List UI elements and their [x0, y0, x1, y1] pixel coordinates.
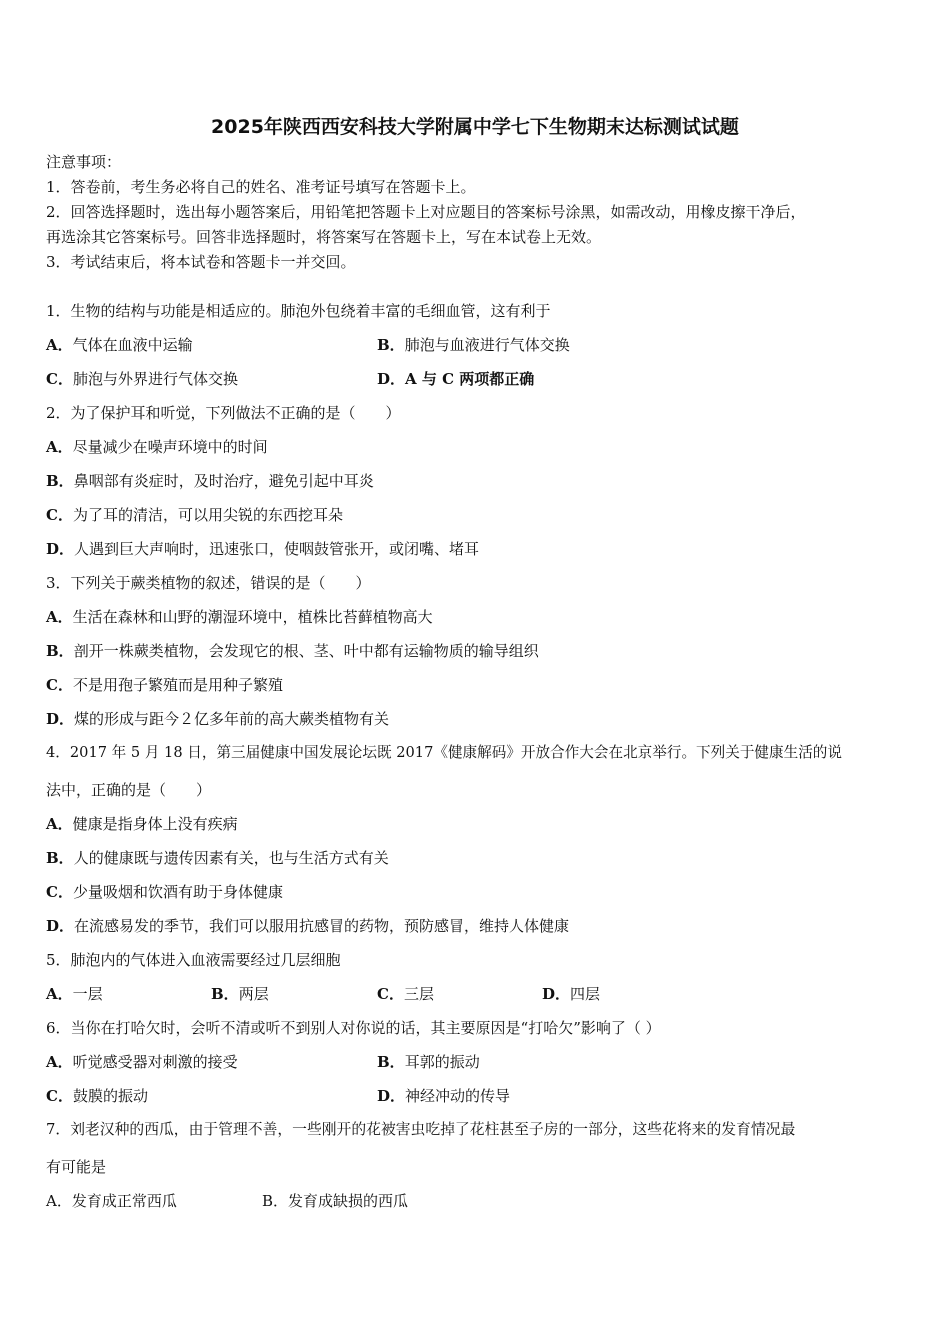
- option-label: C．: [46, 506, 73, 524]
- option-label: C．: [46, 676, 73, 694]
- question-stem: 4．2017 年 5 月 18 日，第三届健康中国发展论坛既 2017《健康解码》开放合作大会在北京举行。下列关于健康生活的说: [46, 744, 842, 761]
- option-label: B．: [377, 1053, 405, 1071]
- option-d: [377, 1086, 510, 1106]
- option-c: [377, 984, 434, 1004]
- option-b: [46, 471, 374, 491]
- option-text: 人的健康既与遗传因素有关，也与生活方式有关: [73, 849, 389, 867]
- option-text: 尽量减少在噪声环境中的时间: [72, 438, 268, 456]
- option-label: D．: [46, 917, 75, 935]
- option-text: 生活在森林和山野的潮湿环境中，植株比苔藓植物高大: [72, 608, 433, 626]
- option-label: A．: [46, 336, 73, 354]
- option-b: [211, 984, 269, 1004]
- question-stem: 7．刘老汉种的西瓜，由于管理不善，一些刚开的花被害虫吃掉了花柱甚至子房的一部分，这些花将来的发育情况最: [46, 1121, 796, 1138]
- option-text: 少量吸烟和饮酒有助于身体健康: [72, 883, 283, 901]
- option-text: 煤的形成与距今２亿多年前的高大蕨类植物有关: [74, 710, 390, 728]
- option-text: 肺泡与血液进行气体交换: [404, 336, 570, 354]
- option-label: A．: [46, 815, 73, 833]
- notice-item: 1．答卷前，考生务必将自己的姓名、准考证号填写在答题卡上。: [46, 178, 476, 196]
- question-stem: 6．当你在打哈欠时，会听不清或听不到别人对你说的话，其主要原因是“打哈欠”影响了（ ）: [46, 1019, 661, 1037]
- option-a: [46, 335, 193, 355]
- question-stem: 1．生物的结构与功能是相适应的。肺泡外包绕着丰富的毛细血管，这有利于: [46, 302, 551, 320]
- option-text: 人遇到巨大声响时，迅速张口，使咽鼓管张开，或闭嘴、堵耳: [74, 540, 480, 558]
- option-text: 耳郭的振动: [404, 1053, 480, 1071]
- option-label: A．: [46, 1192, 72, 1210]
- option-text: 健康是指身体上没有疾病: [72, 815, 238, 833]
- option-label: C．: [377, 985, 404, 1003]
- option-label: B．: [262, 1192, 289, 1210]
- option-label: D．: [377, 1087, 406, 1105]
- option-label: B．: [46, 849, 74, 867]
- question-stem-continued: 法中，正确的是（ ）: [46, 781, 212, 799]
- option-text: A 与 C 两项都正确: [405, 370, 535, 388]
- option-text: 神经冲动的传导: [405, 1087, 511, 1105]
- option-label: C．: [46, 370, 73, 388]
- option-label: B．: [46, 472, 74, 490]
- option-label: C．: [46, 1087, 73, 1105]
- option-text: 两层: [238, 985, 269, 1003]
- option-label: A．: [46, 608, 73, 626]
- option-a: [46, 437, 268, 457]
- option-label: C．: [46, 883, 73, 901]
- option-d: [542, 984, 600, 1004]
- option-d: [46, 539, 479, 559]
- option-label: D．: [46, 710, 75, 728]
- option-label: D．: [46, 540, 75, 558]
- option-label: D．: [377, 370, 406, 388]
- question-stem-continued: 有可能是: [46, 1158, 107, 1176]
- notice-item: 3．考试结束后，将本试卷和答题卡一并交回。: [46, 253, 356, 271]
- option-a: [46, 984, 103, 1004]
- option-label: A．: [46, 438, 73, 456]
- option-b: [46, 848, 389, 868]
- option-text: 不是用孢子繁殖而是用种子繁殖: [72, 676, 283, 694]
- option-text: 鼓膜的振动: [72, 1087, 148, 1105]
- option-a: [46, 607, 433, 627]
- option-b: [262, 1191, 408, 1211]
- page-title: 2025年陕西西安科技大学附属中学七下生物期末达标测试试题: [211, 116, 739, 138]
- option-b: [377, 335, 570, 355]
- option-text: 肺泡与外界进行气体交换: [72, 370, 238, 388]
- option-d: [46, 709, 389, 729]
- option-label: B．: [211, 985, 239, 1003]
- option-text: 发育成正常西瓜: [71, 1192, 177, 1210]
- notice-item: 再选涂其它答案标号。回答非选择题时，将答案写在答题卡上，写在本试卷上无效。: [46, 228, 602, 246]
- question-stem: 3．下列关于蕨类植物的叙述，错误的是（ ）: [46, 574, 371, 592]
- question-stem: 2．为了保护耳和听觉，下列做法不正确的是（ ）: [46, 404, 401, 422]
- option-c: [46, 675, 283, 695]
- option-text: 剖开一株蕨类植物，会发现它的根、茎、叶中都有运输物质的输导组织: [73, 642, 539, 660]
- option-text: 发育成缺损的西瓜: [288, 1192, 409, 1210]
- option-d: [377, 369, 534, 389]
- option-d: [46, 916, 569, 936]
- option-a: [46, 814, 238, 834]
- option-text: 气体在血液中运输: [72, 336, 193, 354]
- option-text: 听觉感受器对刺激的接受: [72, 1053, 238, 1071]
- option-a: [46, 1191, 177, 1211]
- option-text: 鼻咽部有炎症时，及时治疗，避免引起中耳炎: [73, 472, 374, 490]
- option-label: A．: [46, 985, 73, 1003]
- option-c: [46, 505, 343, 525]
- option-text: 四层: [570, 985, 601, 1003]
- option-c: [46, 882, 283, 902]
- option-b: [46, 641, 539, 661]
- option-c: [46, 369, 238, 389]
- option-text: 为了耳的清洁，可以用尖锐的东西挖耳朵: [72, 506, 343, 524]
- option-a: [46, 1052, 238, 1072]
- option-text: 三层: [403, 985, 434, 1003]
- option-b: [377, 1052, 480, 1072]
- option-label: A．: [46, 1053, 73, 1071]
- option-label: B．: [377, 336, 405, 354]
- question-stem: 5．肺泡内的气体进入血液需要经过几层细胞: [46, 951, 341, 969]
- option-text: 一层: [72, 985, 103, 1003]
- notice-heading: 注意事项：: [46, 153, 122, 171]
- option-label: D．: [542, 985, 571, 1003]
- notice-item: 2．回答选择题时，选出每小题答案后，用铅笔把答题卡上对应题目的答案标号涂黑，如需改动，用橡皮擦干净后，: [46, 203, 806, 221]
- option-c: [46, 1086, 148, 1106]
- option-text: 在流感易发的季节，我们可以服用抗感冒的药物，预防感冒，维持人体健康: [74, 917, 570, 935]
- option-label: B．: [46, 642, 74, 660]
